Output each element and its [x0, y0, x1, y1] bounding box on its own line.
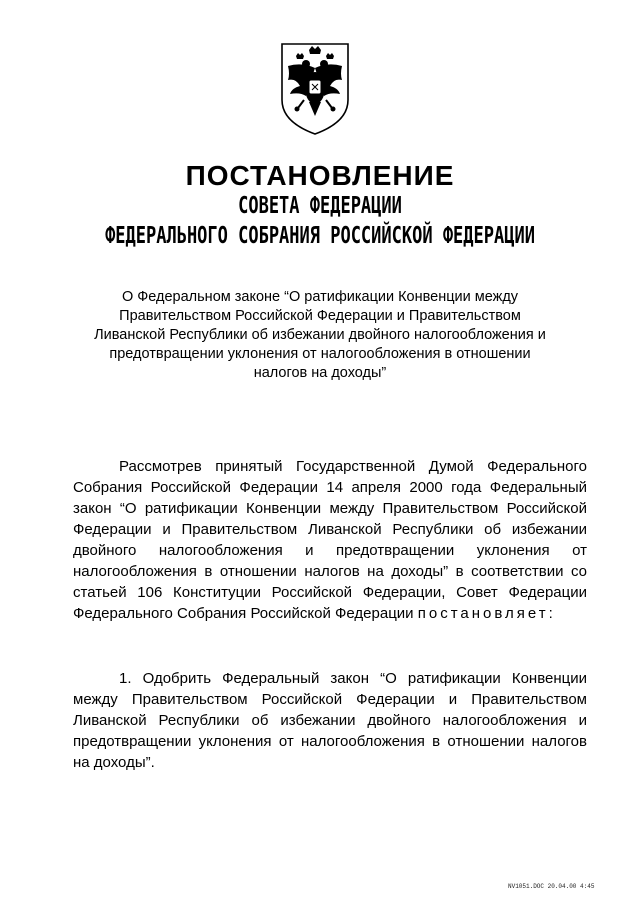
resolves-word: постановляет: — [417, 605, 556, 622]
issuer-line-2: ФЕДЕРАЛЬНОГО СОБРАНИЯ РОССИЙСКОЙ ФЕДЕРАЦИИ — [105, 222, 535, 250]
russian-coat-of-arms-icon — [276, 40, 354, 138]
issuer-line-1: СОВЕТА ФЕДЕРАЦИИ — [238, 192, 402, 220]
document-title: ПОСТАНОВЛЕНИЕ — [185, 160, 455, 191]
resolution-item-1: 1. Одобрить Федеральный закон “О ратификации Конвенции между Правительством Российской Федерации и Правительством Ливанской Республики об избежании двойного налогообложения и предотвращении уклонения от налогообложения в отношении налогов на доходы”. — [73, 670, 587, 771]
document-subject: О Федеральном законе “О ратификации Конвенции между Правительством Российской Федерации и Правительством Ливанской Республики об избежании двойного налогообложения и предотвращении уклонения от налогообложения в отношении налогов на доходы” — [94, 289, 546, 381]
preamble-text: Рассмотрев принятый Государственной Думой Федерального Собрания Российской Федерации 14 апреля 2000 года Федеральный закон “О ратификации Конвенции между Правительством Российской Федерации и Правительством Ливанской Республики об избежании двойного налогообложения и предотвращении уклонения от налогообложения в отношении налогов на доходы” в соответствии со статьей 106 Конституции Российской Федерации, Совет Федерации Федерального Собрания Российской Федерации — [73, 458, 587, 622]
file-stamp: NV1051.DOC 20.04.00 4:45 — [508, 883, 595, 890]
preamble-paragraph — [73, 456, 587, 624]
